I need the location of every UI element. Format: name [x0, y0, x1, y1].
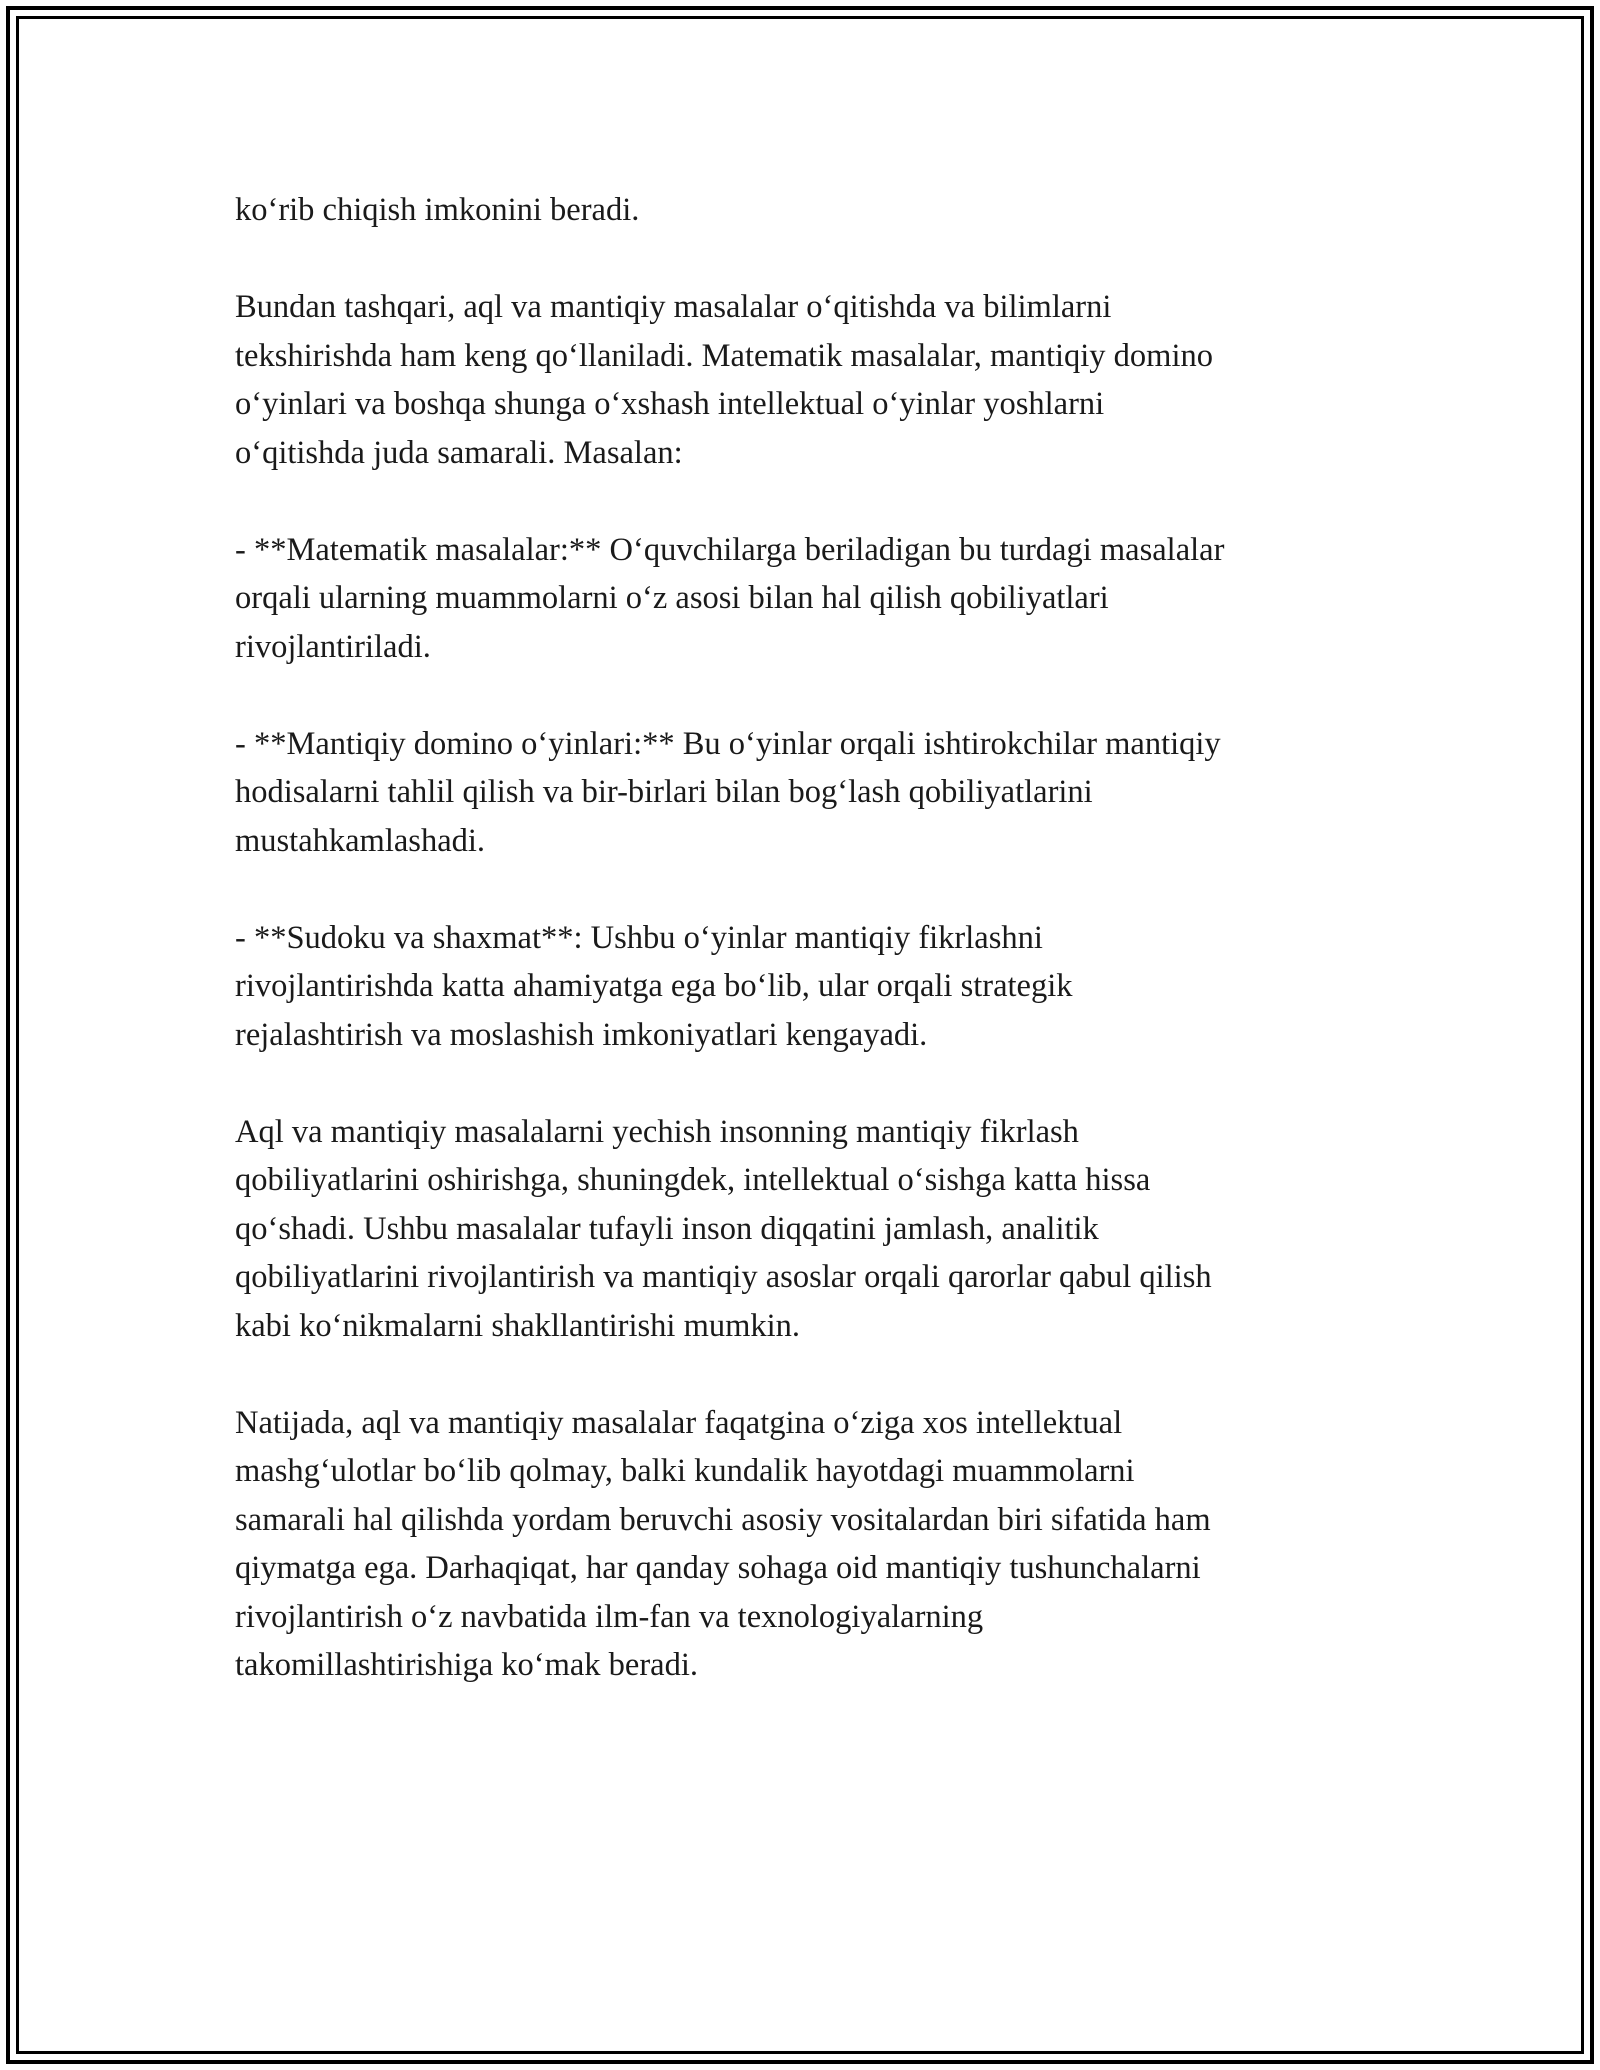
document-body	[235, 186, 1365, 1690]
list-item-matematik-masalalar: - **Matematik masalalar:** O‘quvchilarga beriladigan bu turdagi masalalar orqali ularning muammolarni o‘z asosi bilan hal qilish qobiliyatlari rivojlantiriladi.	[235, 531, 1225, 665]
paragraph-benefits: Aql va mantiqiy masalalarni yechish insonning mantiqiy fikrlash qobiliyatlarini oshirishga, shuningdek, intellektual o‘sishga katta hissa qo‘shadi. Ushbu masalalar tufayli inson diqqatini jamlash, analitik qobiliyatlarini rivojlantirish va mantiqiy asoslar orqali qarorlar qabul qilish kabi ko‘nikmalarni shakllantirishi mumkin.	[235, 1113, 1212, 1344]
list-item-mantiqiy-domino: - **Mantiqiy domino o‘yinlari:** Bu o‘yinlar orqali ishtirokchilar mantiqiy hodisalarni tahlil qilish va bir-birlari bilan bog‘lash qobiliyatlarini mustahkamlashadi.	[235, 725, 1221, 859]
paragraph-conclusion: Natijada, aql va mantiqiy masalalar faqatgina o‘ziga xos intellektual mashg‘ulotlar bo‘lib qolmay, balki kundalik hayotdagi muammolarni samarali hal qilishda yordam beruvchi asosiy vositalardan biri sifatida ham qiymatga ega. Darhaqiqat, har qanday sohaga oid mantiqiy tushunchalarni rivojlantirish o‘z navbatida ilm-fan va texnologiyalarning takomillashtirishiga ko‘mak beradi.	[235, 1404, 1211, 1683]
paragraph-continuation: ko‘rib chiqish imkonini beradi.	[235, 192, 640, 228]
paragraph-intro: Bundan tashqari, aql va mantiqiy masalalar o‘qitishda va bilimlarni tekshirishda ham keng qo‘llaniladi. Matematik masalalar, mantiqiy domino o‘yinlari va boshqa shunga o‘xshash intellektual o‘yinlar yoshlarni o‘qitishda juda samarali. Masalan:	[235, 289, 1213, 471]
list-item-sudoku-shaxmat: - **Sudoku va shaxmat**: Ushbu o‘yinlar mantiqiy fikrlashni rivojlantirishda katta ahamiyatga ega bo‘lib, ular orqali strategik rejalashtirish va moslashish imkoniyatlari kengayadi.	[235, 919, 1073, 1053]
